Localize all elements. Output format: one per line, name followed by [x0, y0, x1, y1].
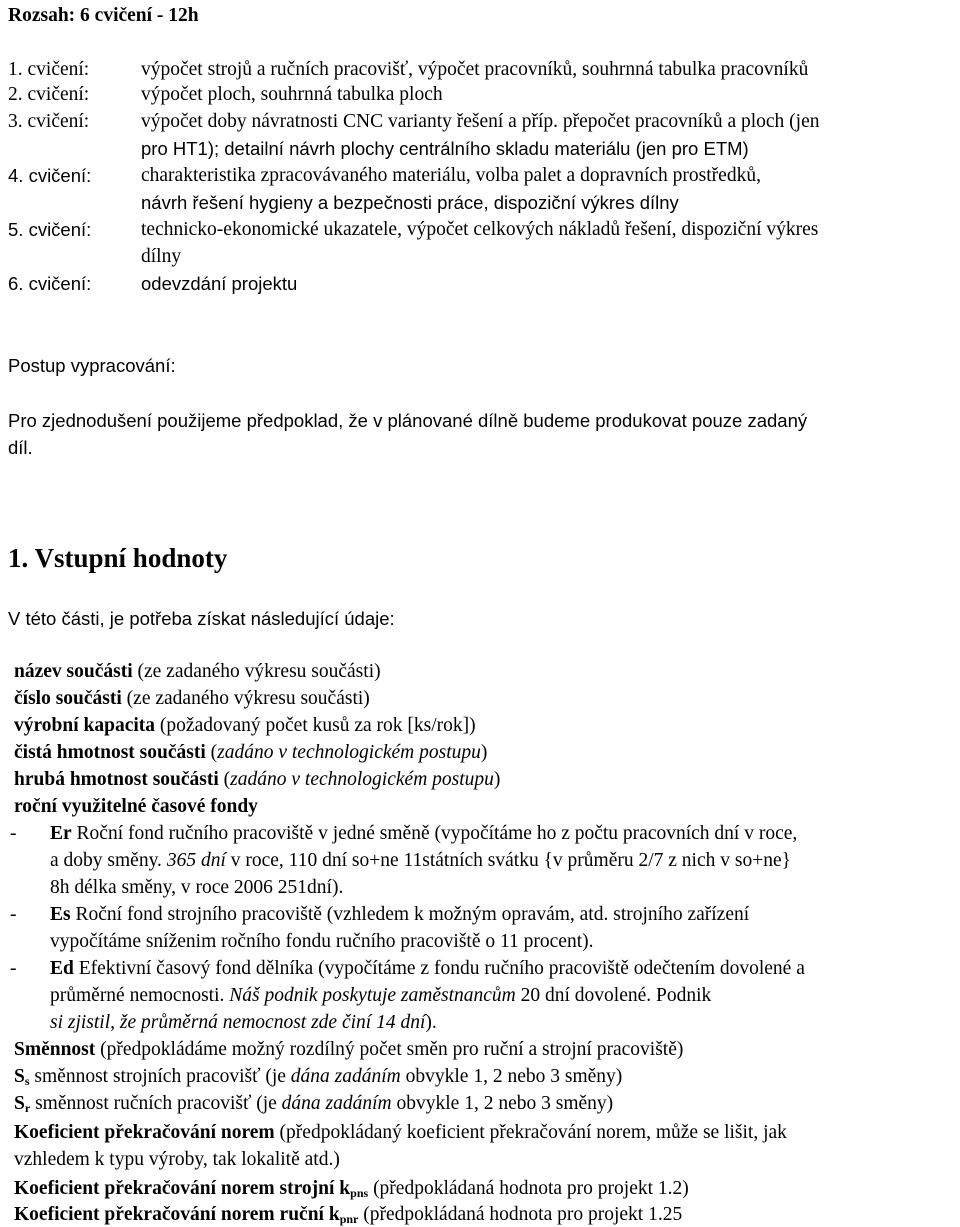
procedure-heading: Postup vypracování: [8, 355, 176, 376]
fund-ed-line3: si zjistil, že průměrná nemocnost zde činí 14 dní). [50, 1012, 437, 1033]
fund-ed-line1: - Ed Efektivní časový fond dělníka (vypočítáme z fondu ručního pracoviště odečtením dovolené a [10, 958, 805, 979]
input-item-net-weight: čistá hmotnost součásti (zadáno v technologickém postupu) [14, 742, 488, 763]
norm-coefficient-line2: vzhledem k typu výroby, tak lokalitě atd.) [14, 1149, 340, 1170]
shift-count-item: Směnnost (předpokládáme možný rozdílný počet směn pro ruční a strojní pracoviště) [14, 1039, 684, 1060]
schedule-label-4: 4. cvičení: [8, 165, 92, 186]
norm-coefficient-machine: Koeficient překračování norem strojní $k_{pns}$ (předpokládaná hodnota pro projekt 1.2) [14, 1178, 689, 1200]
fund-er-line2: a doby směny. 365 dní v roce, 110 dní so+ne 11státních svátku {v průměru 2/7 z nich v so+ne} [50, 850, 791, 871]
shift-manual-item: $S_r$ směnnost ručních pracovišť (je dána zadáním obvykle 1, 2 nebo 3 směny) [14, 1093, 614, 1115]
input-item-time-funds: roční využitelné časové fondy [14, 796, 258, 817]
input-item-capacity: výrobní kapacita (požadovaný počet kusů za rok [ks/rok]) [14, 715, 476, 736]
schedule-label-3: 3. cvičení: [8, 111, 90, 132]
input-item-part-number: číslo součásti (ze zadaného výkresu součásti) [14, 688, 370, 709]
procedure-paragraph-line1: Pro zjednodušení použijeme předpoklad, že v plánované dílně budeme produkovat pouze zadaný [8, 410, 808, 431]
schedule-text-5b: dílny [141, 246, 182, 267]
schedule-label-6: 6. cvičení: [8, 273, 92, 294]
dash-bullet: - [10, 958, 17, 979]
schedule-text-2: výpočet ploch, souhrnná tabulka ploch [141, 84, 443, 105]
input-item-part-name: název součásti (ze zadaného výkresu součásti) [14, 661, 381, 682]
schedule-label-5: 5. cvičení: [8, 219, 92, 240]
fund-er-line1: - Er Roční fond ručního pracoviště v jedné směně (vypočítáme ho z počtu pracovních dní v roce, [10, 823, 798, 844]
dash-bullet: - [10, 904, 17, 925]
norm-coefficient-manual: Koeficient překračování norem ruční $k_{pnr}$ (předpokládaná hodnota pro projekt 1.25 [14, 1204, 683, 1226]
section-heading: 1. Vstupní hodnoty [8, 543, 228, 573]
fund-es-line1: - Es Roční fond strojního pracoviště (vzhledem k možným opravám, atd. strojního zařízení [10, 904, 750, 925]
section-intro: V této části, je potřeba získat následující údaje: [8, 608, 395, 629]
dash-bullet: - [10, 823, 17, 844]
schedule-text-5a: technicko-ekonomické ukazatele, výpočet celkových nákladů řešení, dispoziční výkres [141, 219, 819, 240]
schedule-label-2: 2. cvičení: [8, 84, 90, 105]
schedule-text-3a: výpočet doby návratnosti CNC varianty řešení a příp. přepočet pracovníků a ploch (jen [141, 111, 820, 132]
norm-coefficient-line1: Koeficient překračování norem (předpokládaný koeficient překračování norem, může se lišit, jak [14, 1122, 787, 1143]
schedule-text-6: odevzdání projektu [141, 273, 298, 294]
schedule-text-1: výpočet strojů a ručních pracovišť, výpočet pracovníků, souhrnná tabulka pracovníků [141, 59, 809, 80]
input-item-gross-weight: hrubá hmotnost součásti (zadáno v technologickém postupu) [14, 769, 501, 790]
fund-er-line3: 8h délka směny, v roce 2006 251dní). [50, 877, 344, 898]
schedule-text-4a: charakteristika zpracovávaného materiálu, volba palet a dopravních prostředků, [141, 165, 761, 186]
course-range-title: Rozsah: 6 cvičení - 12h [8, 5, 199, 26]
procedure-paragraph-line2: díl. [8, 437, 33, 458]
fund-es-line2: vypočítáme sníženim ročního fondu ručního pracoviště o 11 procent). [50, 931, 594, 952]
shift-machine-item: $S_s$ směnnost strojních pracovišť (je dána zadáním obvykle 1, 2 nebo 3 směny) [14, 1066, 623, 1088]
schedule-text-4b: návrh řešení hygieny a bezpečnosti práce, dispoziční výkres dílny [141, 192, 679, 213]
schedule-text-3b: pro HT1); detailní návrh plochy centrálního skladu materiálu (jen pro ETM) [141, 138, 749, 159]
fund-ed-line2: průměrné nemocnosti. Náš podnik poskytuje zaměstnancům 20 dní dovolené. Podnik [50, 985, 712, 1006]
schedule-label-1: 1. cvičení: [8, 59, 90, 80]
